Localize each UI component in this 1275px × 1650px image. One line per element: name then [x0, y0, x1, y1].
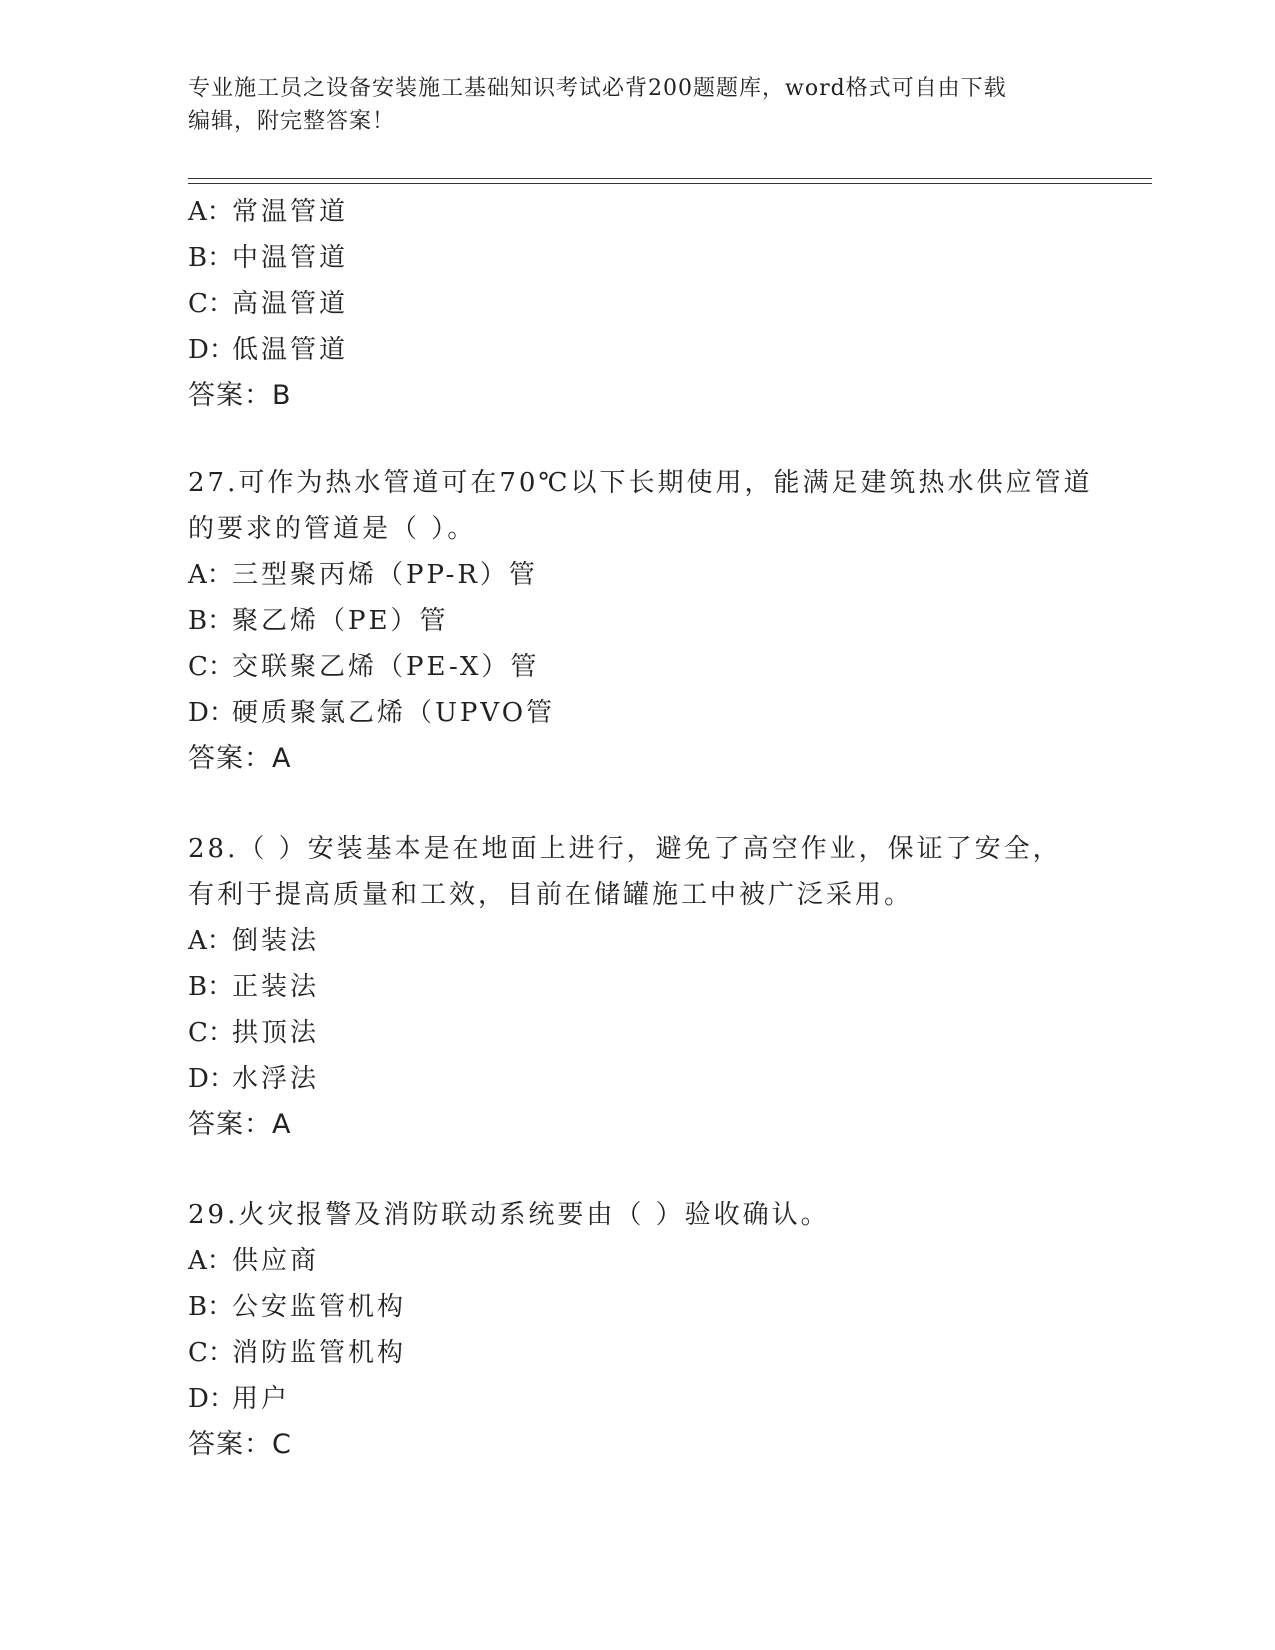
- answer-line: 答案：A: [188, 743, 292, 774]
- option-text: 高温管道: [232, 289, 349, 319]
- option-letter: C：: [188, 1018, 234, 1048]
- option-text: 消防监管机构: [232, 1338, 407, 1368]
- question-26: [188, 189, 1088, 419]
- question-27: [188, 460, 1093, 782]
- option-text: 中温管道: [232, 243, 349, 273]
- option-text: 拱顶法: [232, 1018, 320, 1048]
- option-letter: B：: [188, 243, 234, 273]
- stem-line-1: 27.可作为热水管道可在70℃以下长期使用，能满足建筑热水供应管道: [188, 468, 1093, 498]
- option-text: 聚乙烯（PE）管: [232, 606, 449, 636]
- option-c: [188, 1010, 1088, 1056]
- option-letter: A：: [188, 197, 233, 227]
- option-b: [188, 964, 1088, 1010]
- option-text: 供应商: [232, 1246, 320, 1276]
- option-a: [188, 552, 1088, 598]
- option-letter: B：: [188, 1292, 234, 1322]
- header-divider-top: [188, 178, 1152, 179]
- answer-line: 答案：A: [188, 1109, 292, 1140]
- option-text: 低温管道: [232, 335, 349, 365]
- option-a: [188, 918, 1088, 964]
- option-text: 水浮法: [232, 1064, 320, 1094]
- option-b: [188, 598, 1088, 644]
- answer-line: 答案：C: [188, 1429, 292, 1460]
- option-letter: A：: [188, 926, 233, 956]
- option-a: [188, 189, 1088, 235]
- option-letter: A：: [188, 560, 233, 590]
- option-text: 正装法: [232, 972, 320, 1002]
- option-text: 常温管道: [232, 197, 349, 227]
- header-divider-bottom: [188, 183, 1152, 184]
- question-29: [188, 1192, 1088, 1468]
- option-text: 用户: [232, 1384, 291, 1414]
- option-c: [188, 644, 1088, 690]
- stem-line-2: 的要求的管道是（ ）。: [188, 514, 477, 544]
- answer-line: 答案：B: [188, 380, 292, 411]
- option-text: 三型聚丙烯（PP-R）管: [232, 560, 538, 590]
- option-text: 硬质聚氯乙烯（UPVO管: [232, 698, 556, 728]
- option-letter: C：: [188, 1338, 234, 1368]
- option-text: 公安监管机构: [232, 1292, 407, 1322]
- question-stem: [188, 460, 1093, 552]
- option-d: [188, 1376, 1088, 1422]
- option-letter: D：: [188, 698, 235, 728]
- option-letter: C：: [188, 289, 234, 319]
- option-d: [188, 327, 1088, 373]
- option-d: [188, 690, 1088, 736]
- option-c: [188, 281, 1088, 327]
- option-d: [188, 1056, 1088, 1102]
- stem-line-1: 28.（ ）安装基本是在地面上进行，避免了高空作业，保证了安全，: [188, 834, 1062, 864]
- option-letter: B：: [188, 972, 234, 1002]
- option-b: [188, 1284, 1088, 1330]
- question-stem: [188, 826, 1088, 918]
- stem-line-1: 29.火灾报警及消防联动系统要由（ ）验收确认。: [188, 1200, 830, 1230]
- option-letter: C：: [188, 652, 234, 682]
- header-line-1: 专业施工员之设备安装施工基础知识考试必背200题题库，word格式可自由下载: [188, 76, 1007, 101]
- question-stem: [188, 1192, 1088, 1238]
- option-text: 倒装法: [232, 926, 320, 956]
- option-letter: D：: [188, 335, 235, 365]
- option-b: [188, 235, 1088, 281]
- option-letter: A：: [188, 1246, 233, 1276]
- option-a: [188, 1238, 1088, 1284]
- option-letter: D：: [188, 1384, 235, 1414]
- document-header: [188, 72, 1088, 138]
- option-text: 交联聚乙烯（PE-X）管: [232, 652, 540, 682]
- stem-line-2: 有利于提高质量和工效，目前在储罐施工中被广泛采用。: [188, 880, 914, 910]
- question-28: [188, 826, 1088, 1148]
- option-letter: D：: [188, 1064, 235, 1094]
- option-letter: B：: [188, 606, 234, 636]
- option-c: [188, 1330, 1088, 1376]
- header-line-2: 编辑，附完整答案！: [188, 109, 396, 134]
